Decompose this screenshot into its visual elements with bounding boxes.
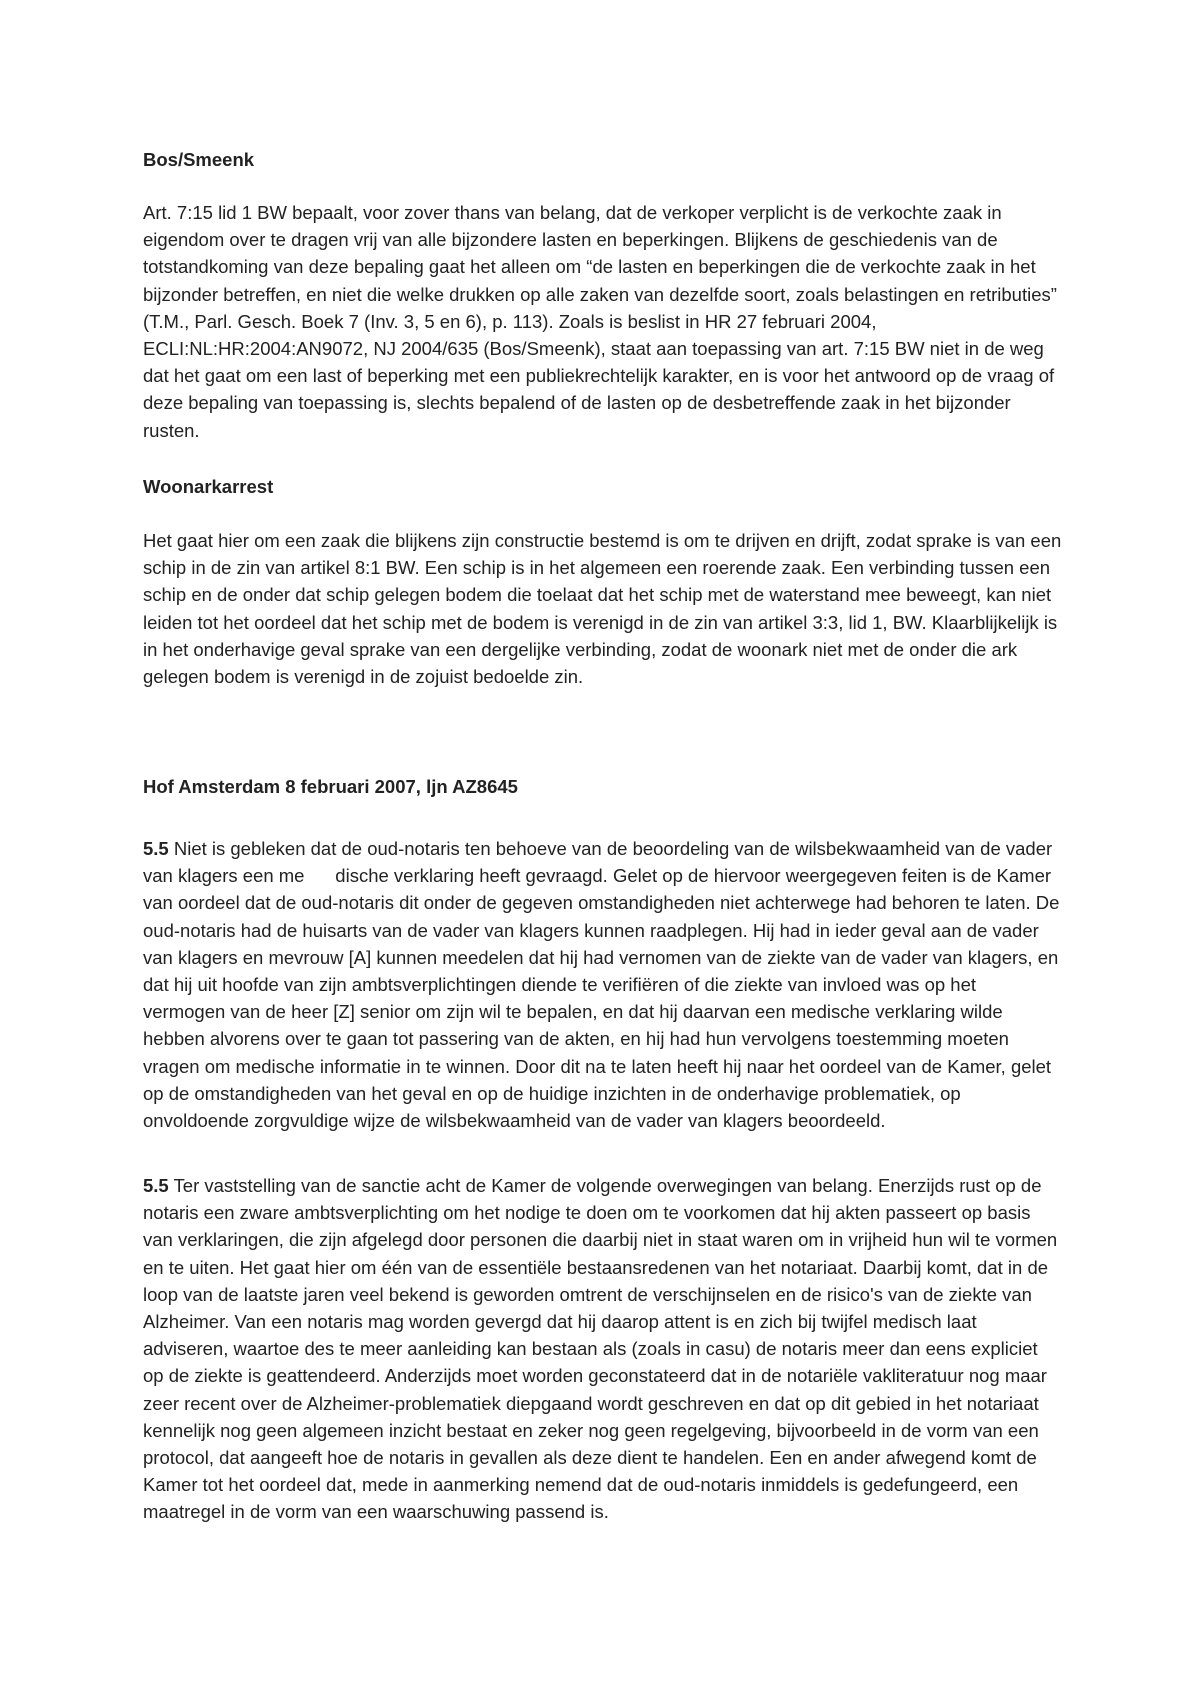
paragraph-bos-smeenk: Art. 7:15 lid 1 BW bepaalt, voor zover thans van belang, dat de verkoper verplicht is de verkochte zaak in eigendom over te dragen vrij van alle bijzondere lasten en beperkingen. Blijkens de geschiedenis van de totstandkoming van deze bepaling gaat het alleen om “de lasten en beperkingen die de verkochte zaak in het bijzonder betreffen, en niet die welke drukken op alle zaken van dezelfde soort, zoals belastingen en retributies” (T.M., Parl. Gesch. Boek 7 (Inv. 3, 5 en 6), p. 113). Zoals is beslist in HR 27 februari 2004, ECLI:NL:HR:2004:AN9072, NJ 2004/635 (Bos/Smeenk), staat aan toepassing van art. 7:15 BW niet in de weg dat het gaat om een last of beperking met een publiekrechtelijk karakter, en is voor het antwoord op de vraag of deze bepaling van toepassing is, slechts bepalend of de lasten op de desbetreffende zaak in het bijzonder rusten. (143, 202, 1057, 441)
paragraph-5-5-second (143, 1172, 1063, 1526)
section-heading-woonarkarrest: Woonarkarrest (143, 476, 274, 497)
section-heading-hof-amsterdam: Hof Amsterdam 8 februari 2007, ljn AZ8645 (143, 776, 518, 797)
paragraph-text: Niet is gebleken dat de oud-notaris ten behoeve van de beoordeling van de wilsbekwaamheid van de vader van klagers een me dische verklaring heeft gevraagd. Gelet op de hiervoor weergegeven feiten is de Kamer van oordeel dat de oud-notaris dit onder de gegeven omstandigheden niet achterwege had behoren te laten. De oud-notaris had de huisarts van de vader van klagers kunnen raadplegen. Hij had in ieder geval aan de vader van klagers en mevrouw [A] kunnen meedelen dat hij had vernomen van de ziekte van de vader van klagers, en dat hij uit hoofde van zijn ambtsverplichtingen diende te verifiëren of die ziekte van invloed was op het vermogen van de heer [Z] senior om zijn wil te bepalen, en dat hij daarvan een medische verklaring wilde hebben alvorens over te gaan tot passering van de akten, en hij had hun vervolgens toestemming moeten vragen om medische informatie in te winnen. Door dit na te laten heeft hij naar het oordeel van de Kamer, gelet op de omstandigheden van het geval en op de huidige inzichten in de onderhavige problematiek, op onvoldoende zorgvuldige wijze de wilsbekwaamheid van de vader van klagers beoordeeld. (143, 838, 1065, 1132)
section-heading-bos-smeenk: Bos/Smeenk (143, 149, 255, 170)
paragraph-text: Ter vaststelling van de sanctie acht de Kamer de volgende overwegingen van belang. Enerzijds rust op de notaris een zware ambtsverplichting om het nodige te doen om te voorkomen dat hij akten passeert op basis van verklaringen, die zijn afgelegd door personen die daarbij niet in staat waren om in vrijheid hun wil te vormen en te uiten. Het gaat hier om één van de essentiële bestaansredenen van het notariaat. Daarbij komt, dat in de loop van de laatste jaren veel bekend is geworden omtrent de verschijnselen en de risico's van de ziekte van Alzheimer. Van een notaris mag worden gevergd dat hij daarop attent is en zich bij twijfel medisch laat adviseren, waartoe des te meer aanleiding kan bestaan als (zoals in casu) de notaris meer dan eens expliciet op de ziekte is geattendeerd. Anderzijds moet worden geconstateerd dat in de notariële vakliteratuur nog maar zeer recent over de Alzheimer-problematiek diepgaand wordt geschreven en dat op dit gebied in het notariaat kennelijk nog geen algemeen inzicht bestaat en zeker nog geen regelgeving, bijvoorbeeld in de vorm van een protocol, dat aangeeft hoe de notaris in gevallen als deze dient te handelen. Een en ander afwegend komt de Kamer tot het oordeel dat, mede in aanmerking nemend dat de oud-notaris inmiddels is gedefungeerd, een maatregel in de vorm van een waarschuwing passend is. (143, 1175, 1058, 1523)
paragraph-5-5-first (143, 835, 1063, 1134)
paragraph-woonarkarrest: Het gaat hier om een zaak die blijkens zijn constructie bestemd is om te drijven en drijft, zodat sprake is van een schip in de zin van artikel 8:1 BW. Een schip is in het algemeen een roerende zaak. Een verbinding tussen een schip en de onder dat schip gelegen bodem die toelaat dat het schip met de waterstand mee beweegt, kan niet leiden tot het oordeel dat het schip met de bodem is verenigd in de zin van artikel 3:3, lid 1, BW. Klaarblijkelijk is in het onderhavige geval sprake van een dergelijke verbinding, zodat de woonark niet met de onder die ark gelegen bodem is verenigd in de zojuist bedoelde zin. (143, 530, 1062, 688)
paragraph-number: 5.5 (143, 1175, 169, 1196)
paragraph-number: 5.5 (143, 838, 169, 859)
